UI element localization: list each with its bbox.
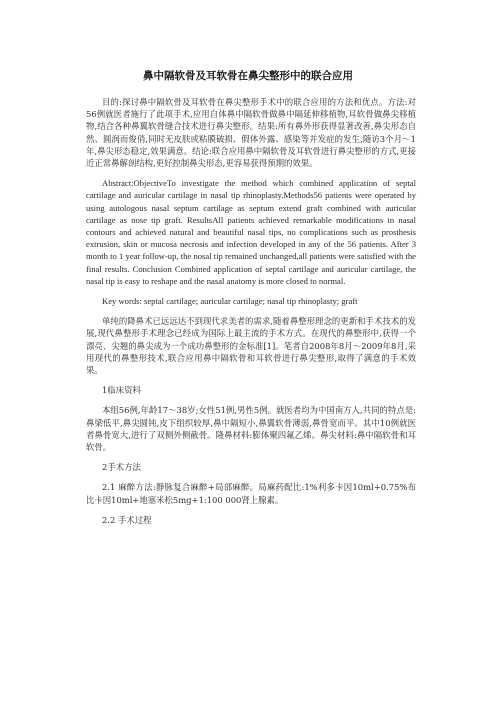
abstract-english: Abstract:ObjectiveTo investigate the method which combined application of septal cartilage and auricular cartilage in nasal tip rhinoplasty.Methods56 patients were operated by using autologous nasal septum cartilage as septum extend graft combined with auricular cartilage as nose tip graft. ResultsAll patients achieved remarkable modifications in nasal contours and achieved natural and beautiful nasal tips, no complications such as prosthesis extrusion, skin or mucosa necrosis and infection developed in any of the 56 patients. After 3 month to 1 year follow-up, the nosal tip remained unchanged,all patients were satisfied with the final results. Conclusion Combined application of septal cartilage and auricular cartilage, the nasal tip is easy to reshape and the nasal anatomy is more closed to normal. — [86, 178, 416, 286]
introduction-paragraph: 单纯的降鼻术已远远达不到现代求美者的需求,随着鼻整形理念的更新和手术技术的发展,现代鼻整形手术理念已经成为国际上最主流的手术方式。在现代的鼻整形中,获得一个漂亮、尖翘的鼻尖成为一个成功鼻整形的金标准[1]。笔者自2008年8月～2009年8月,采用现代的鼻整形技术,联合应用鼻中隔软骨和耳软骨进行鼻尖整形,取得了满意的手术效果。 — [86, 316, 416, 376]
keywords: Key words: septal cartilage; auricular cartilage; nasal tip rhinoplasty; graft — [102, 296, 358, 307]
section-heading-surgical-method: 2手术方法 — [102, 462, 141, 473]
section-heading-surgical-process: 2.2 手术过程 — [102, 514, 152, 525]
clinical-data-paragraph: 本组56例,年龄17～38岁;女性51例,男性5例。就医者均为中国南方人,共同的特点是:鼻梁低平,鼻尖圆钝,皮下组织较厚,鼻中隔短小,鼻翼软骨薄弱,鼻骨宽而平。其中10例就医者鼻骨宽大,进行了双侧外侧截骨。隆鼻材料:膨体聚四氟乙烯。鼻尖材料:鼻中隔软骨和耳软骨。 — [86, 405, 416, 453]
section-heading-clinical-data: 1临床资料 — [102, 385, 141, 396]
article-body — [86, 96, 416, 534]
abstract-chinese: 目的:探讨鼻中隔软骨及耳软骨在鼻尖整形手术中的联合应用的方法和优点。方法:对56例就医者施行了此项手术,应用自体鼻中隔软骨做鼻中隔延伸移植物,耳软骨做鼻尖移植物,结合各种鼻翼软骨缝合技术进行鼻尖整形。结果:所有鼻外形获得显著改善,鼻尖形态自然、圆润而俊俏,同时无皮肤或粘膜破损、假体外露、感染等并发症的发生,随访3个月～1年,鼻尖形态稳定,效果满意。结论:联合应用鼻中隔软骨及耳软骨进行鼻尖整形的方式,更接近正常鼻解剖结构,更好控制鼻尖形态,更容易获得预期的效果。 — [86, 97, 416, 169]
anesthesia-paragraph: 2.1 麻醉方法:静脉复合麻醉+局部麻醉。局麻药配比:1%利多卡因10ml+0.75%布比卡因10ml+地塞米松5mg+1:100 000肾上腺素。 — [86, 482, 416, 505]
page-title: 鼻中隔软骨及耳软骨在鼻尖整形中的联合应用 — [143, 70, 353, 82]
